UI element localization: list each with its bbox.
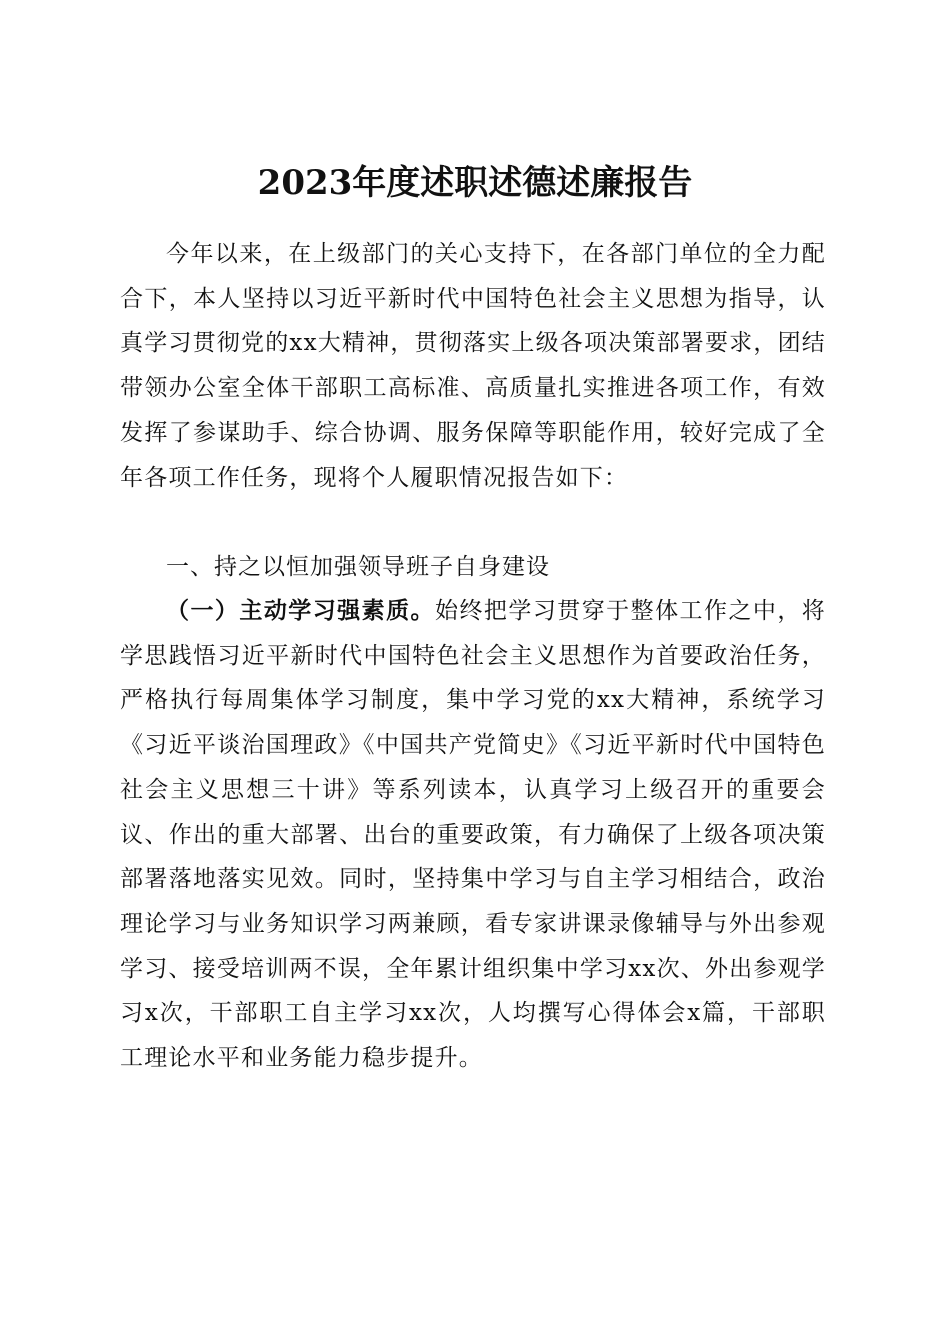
intro-paragraph: 今年以来，在上级部门的关心支持下，在各部门单位的全力配合下，本人坚持以习近平新时代中国特色社会主义思想为指导，认真学习贯彻党的xx大精神，贯彻落实上级各项决策部署要求，团结带领办公室全体干部职工高标准、高质量扎实推进各项工作，有效发挥了参谋助手、综合协调、服务保障等职能作用，较好完成了全年各项工作任务，现将个人履职情况报告如下：: [120, 241, 826, 491]
subsection-paragraph-1: [120, 589, 826, 1081]
subsection-heading-1: （一）主动学习强素质。: [166, 597, 435, 624]
document-title: 2023年度述职述德述廉报告: [257, 162, 693, 203]
subsection-body-1: 始终把学习贯穿于整体工作之中，将学思践悟习近平新时代中国特色社会主义思想作为首要政治任务，严格执行每周集体学习制度，集中学习党的xx大精神，系统学习《习近平谈治国理政》《中国共产党简史》《习近平新时代中国特色社会主义思想三十讲》等系列读本，认真学习上级召开的重要会议、作出的重大部署、出台的重要政策，有力确保了上级各项决策部署落地落实见效。同时，坚持集中学习与自主学习相结合，政治理论学习与业务知识学习两兼顾，看专家讲课录像辅导与外出参观学习、接受培训两不误，全年累计组织集中学习xx次、外出参观学习x次，干部职工自主学习xx次，人均撰写心得体会x篇，干部职工理论水平和业务能力稳步提升。: [120, 598, 827, 1072]
section-heading-1: 一、持之以恒加强领导班子自身建设: [166, 554, 550, 580]
